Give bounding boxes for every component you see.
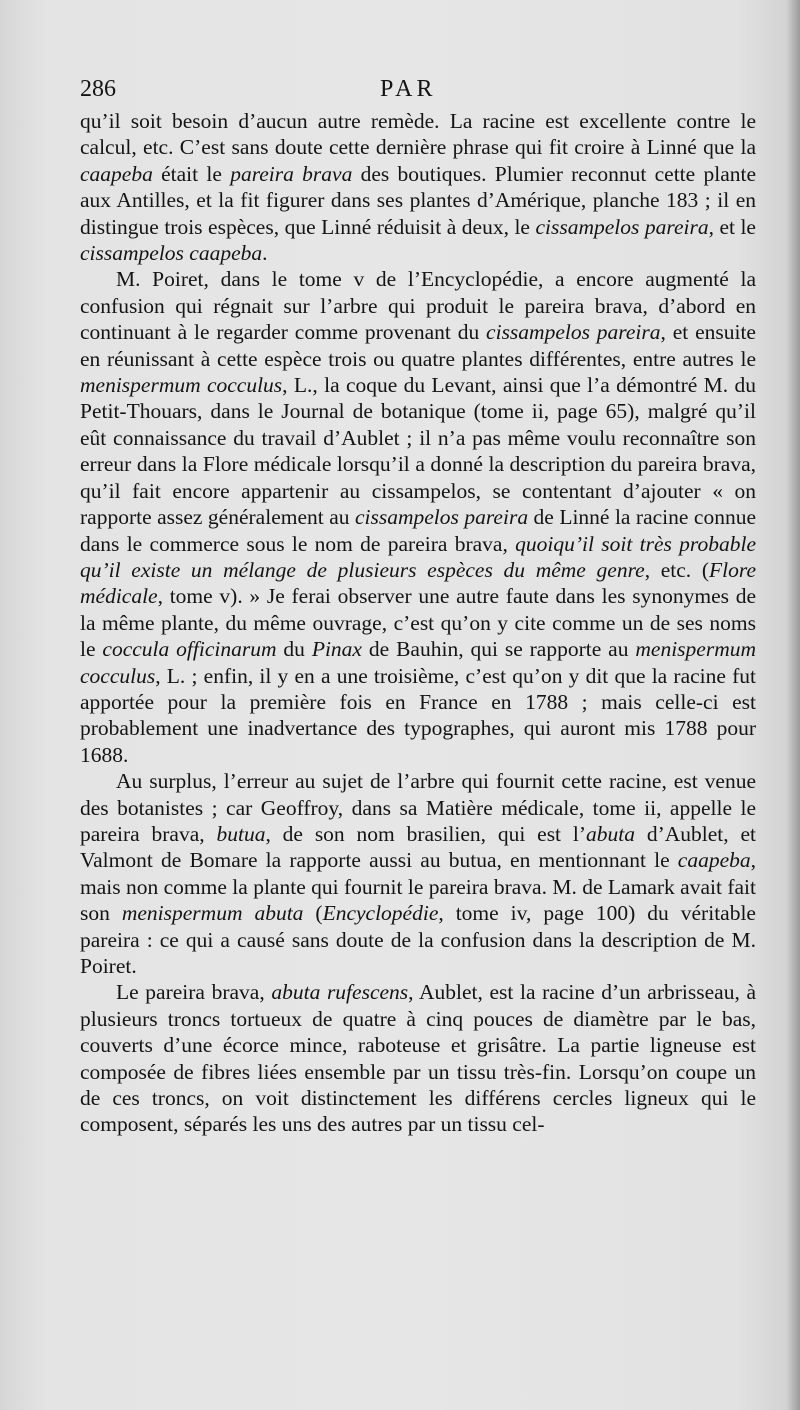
text-run: des boutiques. Plumier reconnut cette plante aux Antilles, et la fit figurer dans ses plantes d’Amérique, planche 183 ; il en distingue trois espèces, que Linné réduisit à deux, le [80, 161, 756, 239]
text-run: , tome v). » Je ferai observer une autre faute dans les synonymes de la même plante, du même ouvrage, c’est qu’on y cite comme un de ses noms le [80, 584, 756, 662]
text-run: Au surplus, l’erreur au sujet de l’arbre qui fournit cette racine, est venue des botanistes ; car Geoffroy, dans sa Matière médicale, tome ii, appelle le pareira brava, [80, 769, 756, 846]
paragraph [80, 108, 756, 266]
text-run: , et le [708, 214, 756, 239]
italic-term: Encyclopédie [322, 901, 439, 926]
italic-term: menispermum cocculus [80, 373, 283, 398]
text-run: , tome iv, page 100) du véritable pareira : ce qui a causé sans doute de la confusion dans la description de M. Poiret. [80, 901, 756, 978]
body-text [80, 108, 756, 1138]
italic-term: butua [216, 821, 266, 846]
italic-term: Pinax [311, 637, 362, 662]
paragraph [80, 266, 756, 768]
italic-term: Flore médicale [80, 557, 757, 609]
text-run: M. Poiret, dans le tome v de l’Encyclopédie, a encore augmenté la confusion qui régnait sur l’arbre qui produit le pareira brava, d’abord en continuant à le regarder comme provenant du [80, 267, 756, 345]
text-run: , et ensuite en réunissant à cette espèce trois ou quatre plantes différentes, entre autres le [80, 320, 756, 371]
text-run: , de son nom brasilien, qui est l’ [265, 821, 587, 846]
italic-term: quoiqu’il soit très probable qu’il existe un mélange de plusieurs espèces du même genre [80, 531, 756, 582]
running-head: PAR [380, 76, 437, 102]
text-run: du [276, 637, 312, 662]
italic-term: cissampelos pareira [354, 505, 529, 530]
italic-term: abuta [586, 821, 635, 846]
italic-term: cissampelos caapeba [80, 241, 263, 266]
text-run: , L. ; enfin, il y en a une troisième, c’est qu’on y dit que la racine fut apportée pour la première fois en France en 1788 ; mais celle-ci est probablement une inadvertance des typographes, qui auront mis 1788 pour 1688. [80, 663, 756, 767]
italic-term: menispermum cocculus [80, 637, 757, 688]
text-run: , mais non comme la plante qui fournit le pareira brava. M. de Lamark avait fait son [80, 848, 756, 926]
text-run: , L., la coque du Levant, ainsi que l’a démontré M. du Petit-Thouars, dans le Journal de botanique (tome ii, page 65), malgré qu’il eût connaissance du travail d’Aublet ; il n’a pas même voulu reconnaître son erreur dans la Flore médicale lorsqu’il a donné la description du pareira brava, qu’il fait encore appartenir au cissampelos, se contentant d’ajouter « on rapporte assez généralement au [80, 373, 756, 530]
italic-term: caapeba [677, 848, 751, 873]
text-run: d’Aublet, et Valmont de Bomare la rapporte aussi au butua, en mentionnant le [80, 821, 756, 873]
italic-term: pareira brava [230, 161, 353, 186]
text-run: qu’il soit besoin d’aucun autre remède. La racine est excellente contre le calcul, etc. C’est sans doute cette dernière phrase qui fit croire à Linné que la [80, 109, 756, 160]
italic-term: menispermum abuta [121, 901, 304, 926]
page-number: 286 [80, 76, 116, 102]
italic-term: coccula officinarum [102, 637, 277, 662]
text-run: . [262, 241, 268, 266]
text-run: de Linné la racine connue dans le commerce sous le nom de pareira brava, [80, 505, 757, 556]
page-header [80, 72, 756, 108]
text-run: était le [152, 161, 231, 186]
paragraph [80, 768, 756, 979]
italic-term: abuta rufescens [271, 980, 409, 1005]
italic-term: cissampelos pareira [535, 214, 709, 239]
text-run: de Bauhin, qui se rapporte au [361, 637, 636, 662]
text-run: , etc. ( [644, 557, 710, 582]
paragraph [80, 979, 756, 1137]
italic-term: cissampelos pareira [486, 320, 661, 345]
text-run: ( [303, 901, 323, 926]
text-run: Le pareira brava, [116, 980, 272, 1005]
italic-term: caapeba [80, 161, 153, 186]
text-run: , Aublet, est la racine d’un arbrisseau, à plusieurs troncs tortueux de quatre à cinq pouces de diamètre par le bas, couverts d’une écorce mince, raboteuse et grisâtre. La partie ligneuse est composée de fibres liées ensemble par un tissu très-fin. Lorsqu’on coupe un de ces troncs, on voit distinctement les différens cercles ligneux qui le composent, séparés les uns des autres par un tissu cel- [80, 980, 756, 1137]
